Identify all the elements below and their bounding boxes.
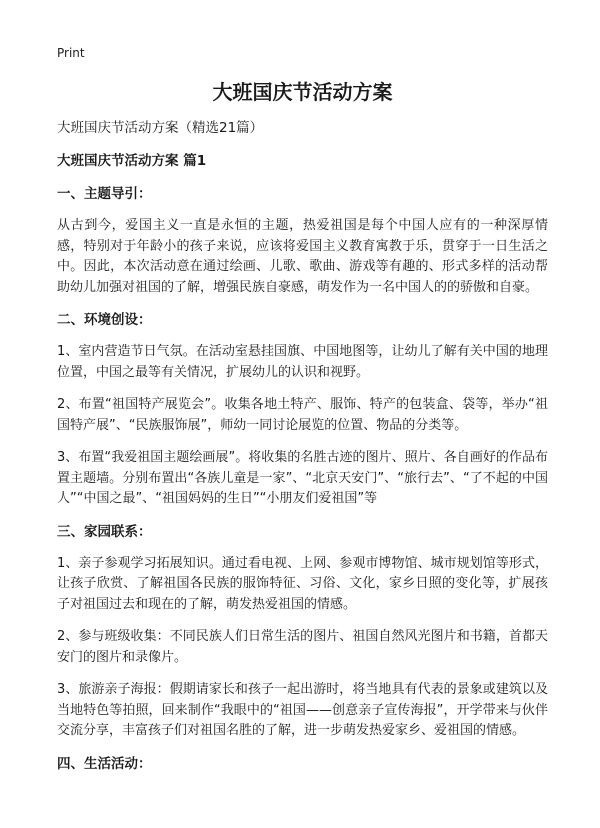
print-label: Print [57,46,85,60]
document-title: 大班国庆节活动方案 [212,80,393,104]
section-life-activity [57,754,548,774]
section-environment [57,310,548,510]
paragraph: 2、参与班级收集：不同民族人们日常生活的图片、祖国自然风光图片和书籍，首都天安门的图片和录像片。 [57,629,548,665]
paragraph: 3、旅游亲子海报：假期请家长和孩子一起出游时，将当地具有代表的景象或建筑以及当地特色等拍照，回来制作“我眼中的“祖国——创意亲子宣传海报”，开学带来与伙伴交流分享，丰富孩子们对祖国名胜的了解，进一步萌发热爱家乡、爱祖国的情感。 [57,682,548,738]
paragraph: 1、室内营造节日气氛。在活动室悬挂国旗、中国地图等，让幼儿了解有关中国的地理位置，中国之最等有关情况，扩展幼儿的认识和视野。 [57,344,548,380]
document-subtitle: 大班国庆节活动方案（精选21篇） [57,120,264,136]
paragraph: 3、布置“我爱祖国主题绘画展”。将收集的名胜古迹的图片、照片、各自画好的作品布置主题墙。分别布置出“各族儿童是一家”、“北京天安门”、“旅行去”、“了不起的中国人”“中国之最”、“祖国妈妈的生日”“小朋友们爱祖国”等 [57,450,548,506]
section-heading: 二、环境创设： [57,312,152,328]
section-heading: 一、主题导引： [57,186,152,202]
section-heading: 三、家园联系： [57,523,152,540]
paragraph: 从古到今，爱国主义一直是永恒的主题，热爱祖国是每个中国人应有的一种深厚情感，特别对于年龄小的孩子来说，应该将爱国主义教育寓教于乐，贯穿于一日生活之中。因此，本次活动意在通过绘画、儿歌、歌曲、游戏等有趣的、形式多样的活动帮助幼儿加强对祖国的了解，增强民族自豪感，萌发作为一名中国人的的骄傲和自豪。 [57,218,548,295]
paragraph: 1、亲子参观学习拓展知识。通过看电视、上网、参观市博物馆、城市规划馆等形式，让孩子欣赏、了解祖国各民族的服饰特征、习俗、文化，家乡日照的变化等，扩展孩子对祖国过去和现在的了解，萌发热爱祖国的情感。 [57,555,548,612]
piece-heading: 大班国庆节活动方案 篇1 [57,153,207,169]
paragraph: 2、布置“祖国特产展览会”。收集各地土特产、服饰、特产的包装盒、袋等，举办“祖国特产展”、“民族服饰展”，师幼一同讨论展览的位置、物品的分类等。 [57,397,548,433]
section-guide [57,184,548,298]
section-heading: 四、生活活动： [57,755,152,772]
section-home-school [57,522,548,742]
